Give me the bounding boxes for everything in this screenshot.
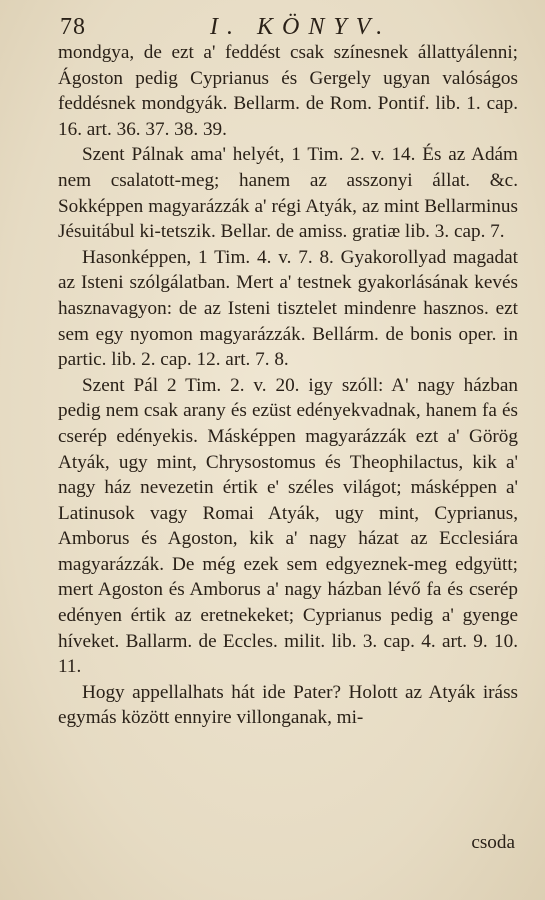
paragraph: Hogy appellalhats hát ide Pater? Holott az Atyák iráss egymás között ennyire villonganak, mi- <box>58 681 518 729</box>
page-number: 78 <box>60 14 86 40</box>
paragraph: mondgya, de ezt a' feddést csak színesnek állattyálenni; Ágoston pedig Cyprianus és Gergely ugyan valóságos feddésnek mondgyák. Bellarm. de Rom. Pontif. lib. 1. cap. 16. art. 36. 37. 38. 39. <box>58 42 518 140</box>
catchword: csoda <box>471 832 515 853</box>
paragraph: Szent Pál 2 Tim. 2. v. 20. igy szóll: A' nagy házban pedig nem csak arany és ezüst edényekvadnak, hanem fa és cserép edényekis. Másképpen magyarázzák ezt a' Görög Atyák, ugy mint, Chrysostomus és Theophilactus, kik a' nagy ház nevezetin értik e' széles világot; másképpen a' Latinusok vagy Romai Atyák, ugy mint, Cyprianus, Amborus és Agoston, kik a' nagy házat az Ecclesiára magyarázzák. De még ezek sem edgyeznek-meg edgyütt; mert Agoston és Amborus a' nagy házban lévő fa és cserép edényen értik az eretnekeket; Cyprianus pedig a' gyenge híveket. Ballarm. de Eccles. milit. lib. 3. cap. 4. art. 9. 10. 11. <box>58 374 518 678</box>
page-header <box>60 14 505 42</box>
paragraph: Hasonképpen, 1 Tim. 4. v. 7. 8. Gyakorollyad magadat az Isteni szólgálatban. Mert a' testnek gyakorlásának kevés hasznavagyon: de az Isteni tisztelet mindenre hasznos. ezt sem egy nyomon magyarázzák. Bellárm. de bonis oper. in partic. lib. 2. cap. 12. art. 7. 8. <box>58 246 518 371</box>
paragraph: Szent Pálnak ama' helyét, 1 Tim. 2. v. 14. És az Adám nem csalatott-meg; hanem az asszonyi állat. &c. Sokképpen magyarázzák a' régi Atyák, az mint Bellarminus Jésuitábul ki-tetszik. Bellar. de amiss. gratiæ lib. 3. cap. 7. <box>58 144 518 243</box>
running-head: I. KÖNYV. <box>210 14 392 40</box>
body-text <box>58 40 518 731</box>
